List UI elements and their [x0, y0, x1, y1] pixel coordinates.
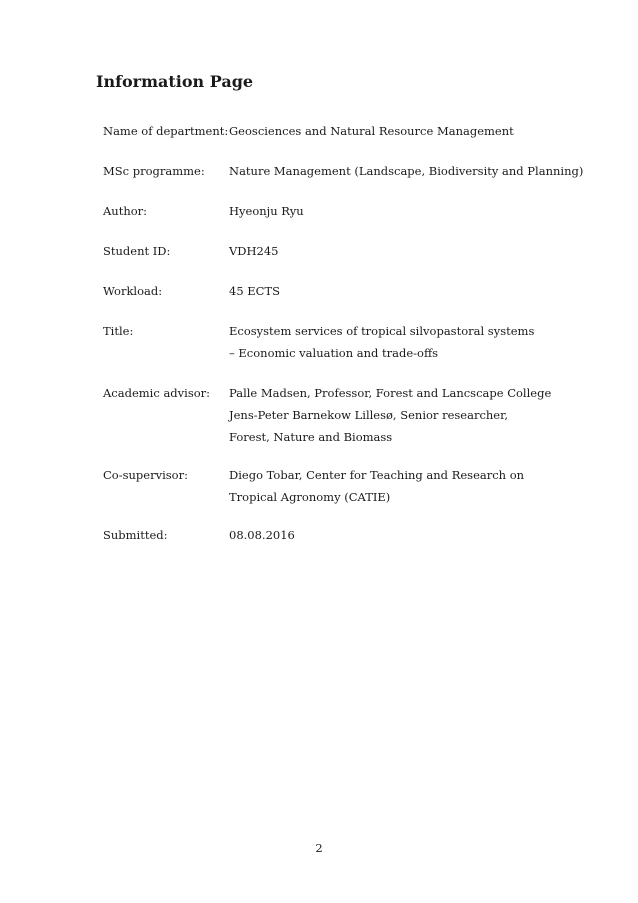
row-label: Student ID:	[103, 244, 171, 258]
row-label: Workload:	[103, 284, 163, 298]
row-label: Name of department:	[103, 124, 229, 138]
value-line: Geosciences and Natural Resource Management	[229, 124, 514, 138]
row-label: Academic advisor:	[103, 386, 211, 400]
page-number: 2	[315, 841, 323, 855]
value-line: Hyeonju Ryu	[229, 204, 304, 218]
value-line: Ecosystem services of tropical silvopastoral systems	[229, 324, 535, 338]
value-line: Forest, Nature and Biomass	[229, 430, 393, 444]
row-value	[229, 160, 583, 182]
value-line: Tropical Agronomy (CATIE)	[229, 490, 391, 504]
row-value	[229, 524, 295, 546]
row-label: MSc programme:	[103, 164, 205, 178]
value-line: 45 ECTS	[229, 284, 281, 298]
row-label: Submitted:	[103, 528, 168, 542]
row-value	[229, 280, 280, 302]
value-line: 08.08.2016	[229, 528, 295, 542]
value-line: Palle Madsen, Professor, Forest and Lancscape College	[229, 386, 552, 400]
row-value	[229, 382, 551, 448]
value-line: – Economic valuation and trade-offs	[229, 346, 439, 360]
value-line: Nature Management (Landscape, Biodiversity and Planning)	[229, 164, 584, 178]
row-value	[229, 320, 534, 364]
row-value	[229, 200, 304, 222]
value-line: Diego Tobar, Center for Teaching and Research on	[229, 468, 525, 482]
row-label: Co-supervisor:	[103, 468, 188, 482]
value-line: Jens-Peter Barnekow Lillesø, Senior researcher,	[229, 408, 508, 422]
page-title: Information Page	[96, 72, 254, 91]
row-value	[229, 464, 524, 508]
row-value	[229, 120, 514, 142]
row-label: Author:	[103, 204, 148, 218]
row-label: Title:	[103, 324, 134, 338]
value-line: VDH245	[229, 244, 279, 258]
row-value	[229, 240, 279, 262]
